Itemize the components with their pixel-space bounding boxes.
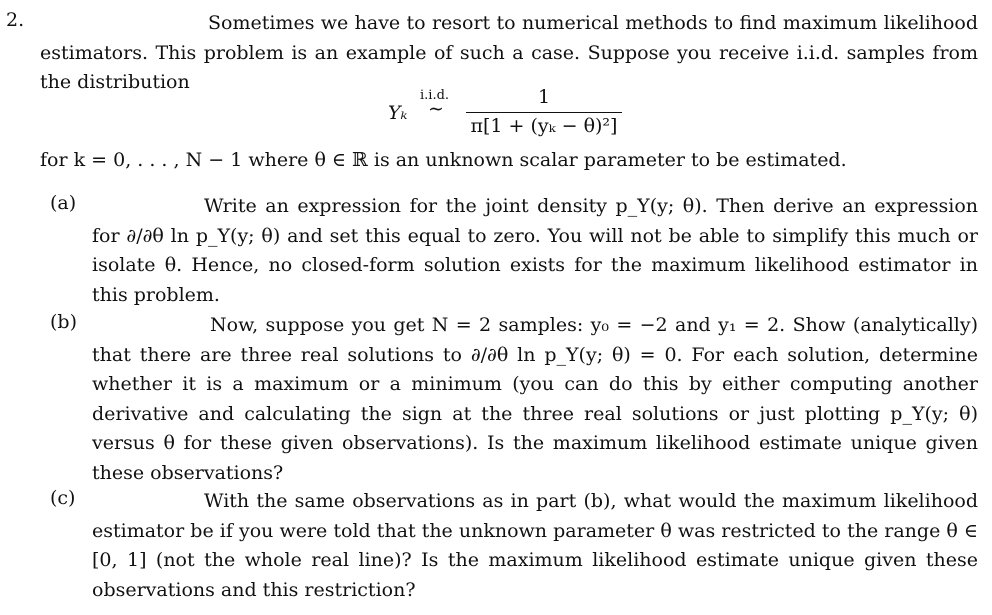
- part-a-text: Write an expression for the joint density p_Y(y; θ). Then derive an expression for ∂/∂θ ln p_Y(y; θ) and set this equal to zero. You will not be able to simplify this much or isolate θ. Hence, no closed-form solution exists for the maximum likelihood estimator in this problem.: [92, 195, 978, 306]
- equation-lhs: Yₖ: [388, 102, 408, 124]
- part-b-text: Now, suppose you get N = 2 samples: y₀ = −2 and y₁ = 2. Show (analytically) that there are three real solutions to ∂/∂θ ln p_Y(y; θ) = 0. For each solution, determine whether it is a maximum or a minimum (you can do this by either computing another derivative and calculating the sign at the three real solutions or just plotting p_Y(y; θ) versus θ for these given observations). Is the maximum likelihood estimate unique given these observations?: [92, 314, 978, 484]
- equation-iid-label: i.i.d.: [420, 88, 450, 103]
- part-c-text: With the same observations as in part (b), what would the maximum likelihood estimator be if you were told that the unknown parameter θ was restricted to the range θ ∈ [0, 1] (not the whole real line)? Is the maximum likelihood estimate unique given these observations and this restriction?: [92, 490, 978, 601]
- problem-number: 2.: [6, 9, 25, 31]
- equation-fraction: [464, 86, 624, 137]
- part-a-label: (a): [50, 192, 77, 214]
- intro-paragraph: Sometimes we have to resort to numerical methods to find maximum likelihood estimators. This problem is an example of such a case. Suppose you receive i.i.d. samples from the distribution: [40, 12, 978, 93]
- equation-numerator: 1: [537, 86, 551, 108]
- equation-sim-symbol: ∼: [428, 98, 444, 120]
- equation-denominator: π[1 + (yₖ − θ)²]: [470, 115, 618, 137]
- part-b-label: (b): [50, 311, 77, 333]
- part-c-label: (c): [50, 487, 76, 509]
- for-line: for k = 0, . . . , N − 1 where θ ∈ ℝ is an unknown scalar parameter to be estimated.: [40, 149, 847, 171]
